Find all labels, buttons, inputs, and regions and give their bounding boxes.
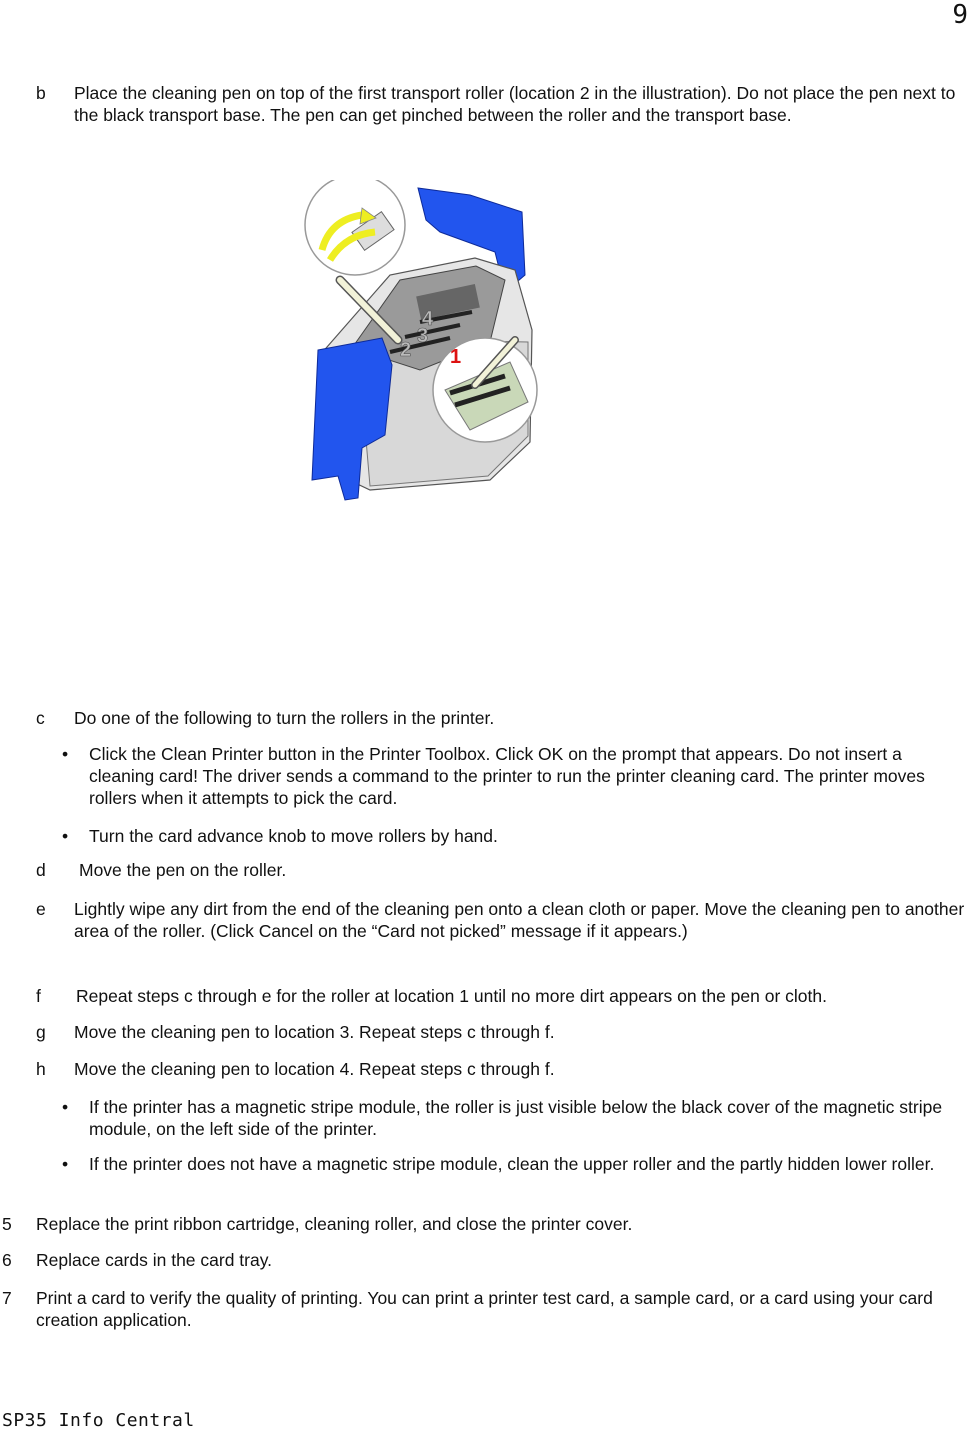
bullet-text: Click the Clean Printer button in the Printer Toolbox. Click OK on the prompt that appears. Do not insert a cleaning card! The driver sends a command to the printer to run the printer cleaning card. The printer moves rollers when it attempts to pick the card.	[89, 744, 925, 808]
step-marker: b	[36, 83, 46, 103]
bullet-marker: •	[62, 826, 69, 846]
step-text: Move the pen on the roller.	[79, 860, 287, 880]
bullet-text: If the printer does not have a magnetic stripe module, clean the upper roller and the partly hidden lower roller.	[89, 1154, 935, 1174]
step-marker: 6	[2, 1250, 12, 1270]
step-text: Move the cleaning pen to location 4. Repeat steps c through f.	[74, 1059, 555, 1079]
step-d	[36, 859, 970, 881]
printer-cleaning-illustration	[300, 180, 545, 505]
step-e	[36, 898, 966, 942]
page-number: 9	[952, 0, 968, 30]
location-label-3: 3	[417, 325, 429, 347]
step-text: Print a card to verify the quality of printing. You can print a printer test card, a sample card, or a card using your card creation application.	[36, 1288, 933, 1330]
step-text: Replace the print ribbon cartridge, cleaning roller, and close the printer cover.	[36, 1214, 633, 1234]
step-marker: 7	[2, 1288, 12, 1308]
step-text: Replace cards in the card tray.	[36, 1250, 273, 1270]
step-7	[2, 1287, 968, 1331]
location-label-2: 2	[400, 339, 412, 361]
step-marker: f	[36, 986, 41, 1006]
step-marker: d	[36, 860, 46, 880]
step-marker: 5	[2, 1214, 12, 1234]
bullet-item	[62, 1153, 970, 1175]
step-5	[2, 1213, 968, 1235]
bullet-marker: •	[62, 1154, 69, 1174]
step-marker: g	[36, 1022, 46, 1042]
location-label-4: 4	[422, 308, 434, 330]
bullet-text: Turn the card advance knob to move rollers by hand.	[89, 826, 498, 846]
bullet-marker: •	[62, 744, 69, 764]
bullet-text: If the printer has a magnetic stripe module, the roller is just visible below the black cover of the magnetic stripe module, on the left side of the printer.	[89, 1097, 943, 1139]
step-text: Lightly wipe any dirt from the end of the cleaning pen onto a clean cloth or paper. Move the cleaning pen to another area of the roller. (Click Cancel on the “Card not picked” message if it appears.)	[74, 899, 965, 941]
location-label-1: 1	[450, 346, 462, 368]
step-f	[36, 985, 970, 1007]
bullet-item	[62, 1096, 970, 1140]
step-h	[36, 1058, 970, 1080]
step-text: Move the cleaning pen to location 3. Repeat steps c through f.	[74, 1022, 555, 1042]
printer-diagram	[300, 180, 545, 505]
step-marker: e	[36, 899, 46, 919]
bullet-item	[62, 825, 970, 847]
step-marker: c	[36, 708, 45, 728]
step-6	[2, 1249, 968, 1271]
step-text: Do one of the following to turn the rollers in the printer.	[74, 708, 495, 728]
bullet-marker: •	[62, 1097, 69, 1117]
footer-title: SP35 Info Central	[2, 1410, 195, 1431]
step-c	[36, 707, 970, 729]
step-text: Place the cleaning pen on top of the first transport roller (location 2 in the illustration). Do not place the pen next to the black transport base. The pen can get pinched between the roller and the transport base.	[74, 83, 956, 125]
step-b	[36, 82, 970, 126]
step-marker: h	[36, 1059, 46, 1079]
step-g	[36, 1021, 970, 1043]
step-text: Repeat steps c through e for the roller at location 1 until no more dirt appears on the pen or cloth.	[76, 986, 827, 1006]
bullet-item	[62, 743, 970, 809]
